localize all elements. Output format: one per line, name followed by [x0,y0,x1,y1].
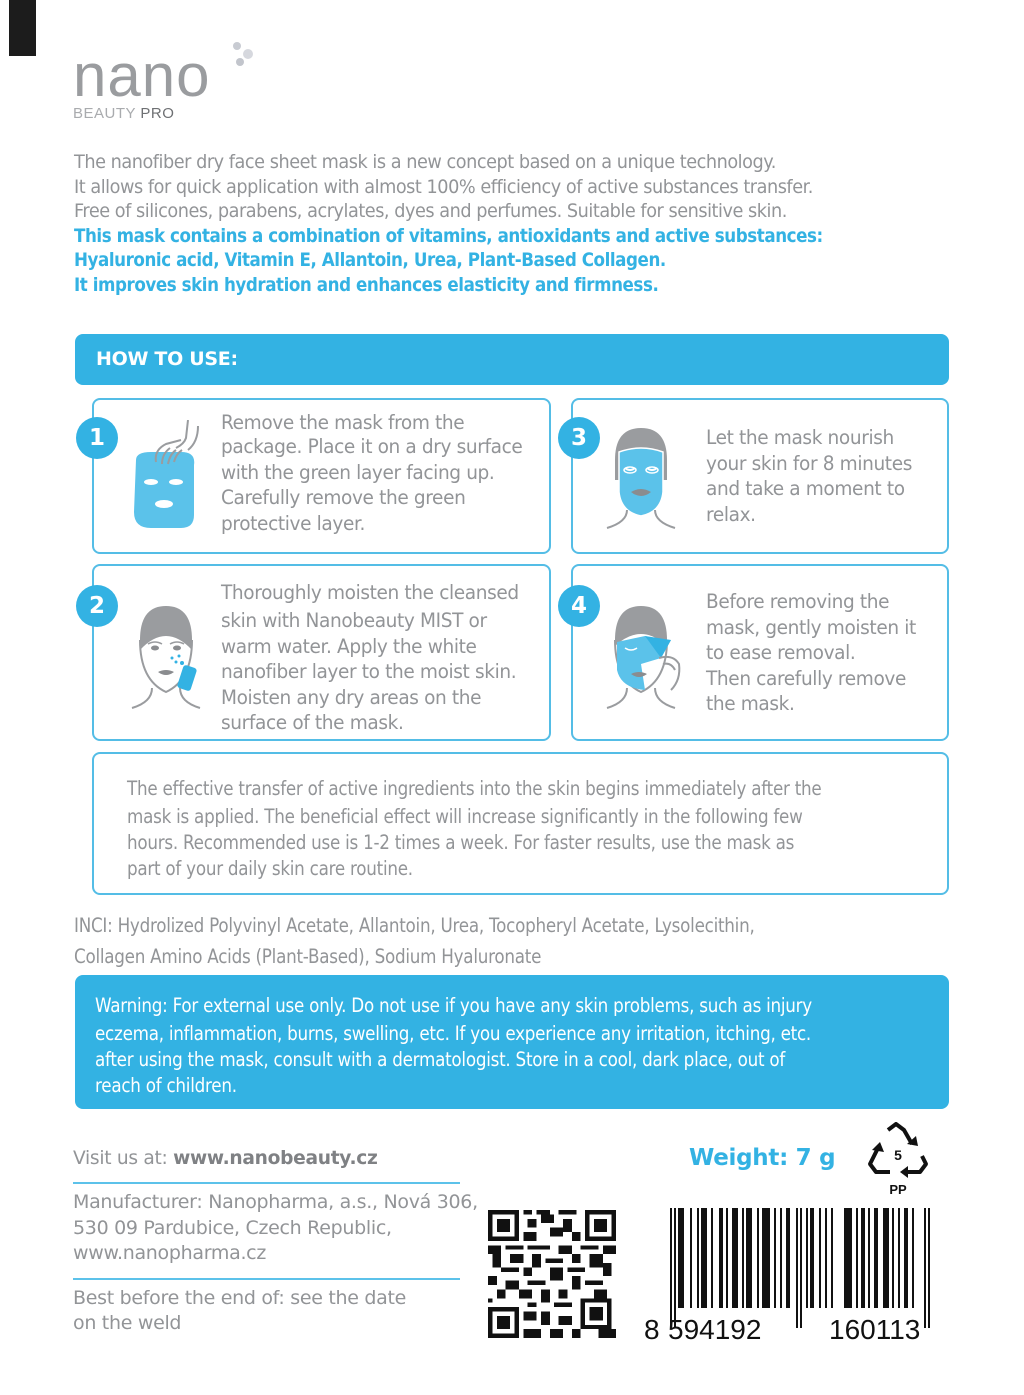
face-peeling-mask-icon [601,600,691,715]
website-link[interactable]: www.nanobeauty.cz [173,1147,378,1169]
step-4-text: Before removing the mask, gently moisten it to ease removal. Then carefully remove the mask. [706,590,916,715]
intro-highlight-line: This mask contains a combination of vitamins, antioxidants and active substances: [74,224,823,247]
footer-info [73,1145,478,1337]
step-card-4 [571,564,949,741]
usage-note-box [92,752,949,895]
intro-line: It allows for quick application with almost 100% efficiency of active substances transfer. [74,175,813,198]
product-description [74,150,994,298]
intro-line: The nanofiber dry face sheet mask is a new concept based on a unique technology. [74,151,776,173]
warning-box [75,975,949,1109]
recycling-pp5-icon [866,1122,930,1198]
step-number-2: 2 [76,585,118,627]
barcode-digits-right: 160113 [829,1314,921,1345]
step-card-3 [571,398,949,554]
crop-mark [9,0,36,56]
molecule-dots-icon [228,40,258,70]
intro-highlight-line: It improves skin hydration and enhances elasticity and firmness. [74,273,659,296]
step-card-1 [92,398,551,554]
step-1-text: Remove the mask from the package. Place it on a dry surface with the green layer facing up. Carefully remove the green protective layer. [221,411,523,535]
how-to-use-title: HOW TO USE: [96,348,238,370]
warning-text: Warning: For external use only. Do not use if you have any skin problems, such as injury eczema, inflammation, burns, swelling, etc. If you experience any irritation, itching, etc. after using the mask, consult with a dermatologist. Store in a cool, dark place, out of reach of children. [95,994,812,1097]
ingredients-list: INCI: Hydrolized Polyvinyl Acetate, Allantoin, Urea, Tocopheryl Acetate, Lysolecithin, Collagen Amino Acids (Plant-Based), Sodium Hyaluronate [74,914,755,968]
manufacturer-link[interactable]: www.nanopharma.cz [73,1242,266,1264]
usage-note-text: The effective transfer of active ingredients into the skin begins immediately after the mask is applied. The beneficial effect will increase significantly in the following few hours. Recommended use is 1-2 times a week. For faster results, use the mask as part of your daily skin care routine. [127,777,822,880]
barcode-digits-left: 594192 [668,1314,762,1345]
recycle-material: PP [889,1182,907,1197]
how-to-use-header [75,334,949,385]
divider [73,1278,460,1280]
intro-line: Free of silicones, parabens, acrylates, dyes and perfumes. Suitable for sensitive skin. [74,200,787,223]
logo-wordmark: nano [73,42,211,109]
logo-subtitle: BEAUTY PRO [73,105,175,122]
manufacturer-info: Manufacturer: Nanopharma, a.s., Nová 306, 530 09 Pardubice, Czech Republic, www.nanopharma.cz [73,1190,473,1267]
step-number-4: 4 [558,585,600,627]
step-number-3: 3 [558,417,600,459]
step-2-text: Thoroughly moisten the cleansed skin with Nanobeauty MIST or warm water. Apply the white nanofiber layer to the moist skin. Moisten any dry areas on the surface of the mask. [221,581,519,734]
step-number-1: 1 [76,417,118,459]
best-before: Best before the end of: see the date on the weld [73,1286,407,1334]
visit-website: Visit us at: www.nanobeauty.cz [73,1147,378,1169]
mask-hand-icon [126,420,206,535]
net-weight: Weight: 7 g [689,1145,836,1171]
barcode-digit-first: 8 [644,1314,660,1345]
intro-highlight-line: Hyaluronic acid, Vitamin E, Allantoin, Urea, Plant-Based Collagen. [74,249,666,272]
qr-code[interactable] [488,1210,616,1338]
face-mist-spray-icon [126,600,206,715]
step-3-text: Let the mask nourish your skin for 8 minutes and take a moment to relax. [706,426,912,526]
ean-barcode [668,1208,952,1328]
face-with-mask-icon [601,420,681,535]
divider [73,1182,460,1184]
svg-text:5: 5 [894,1147,902,1163]
brand-logo [73,42,211,122]
step-card-2 [92,564,551,741]
